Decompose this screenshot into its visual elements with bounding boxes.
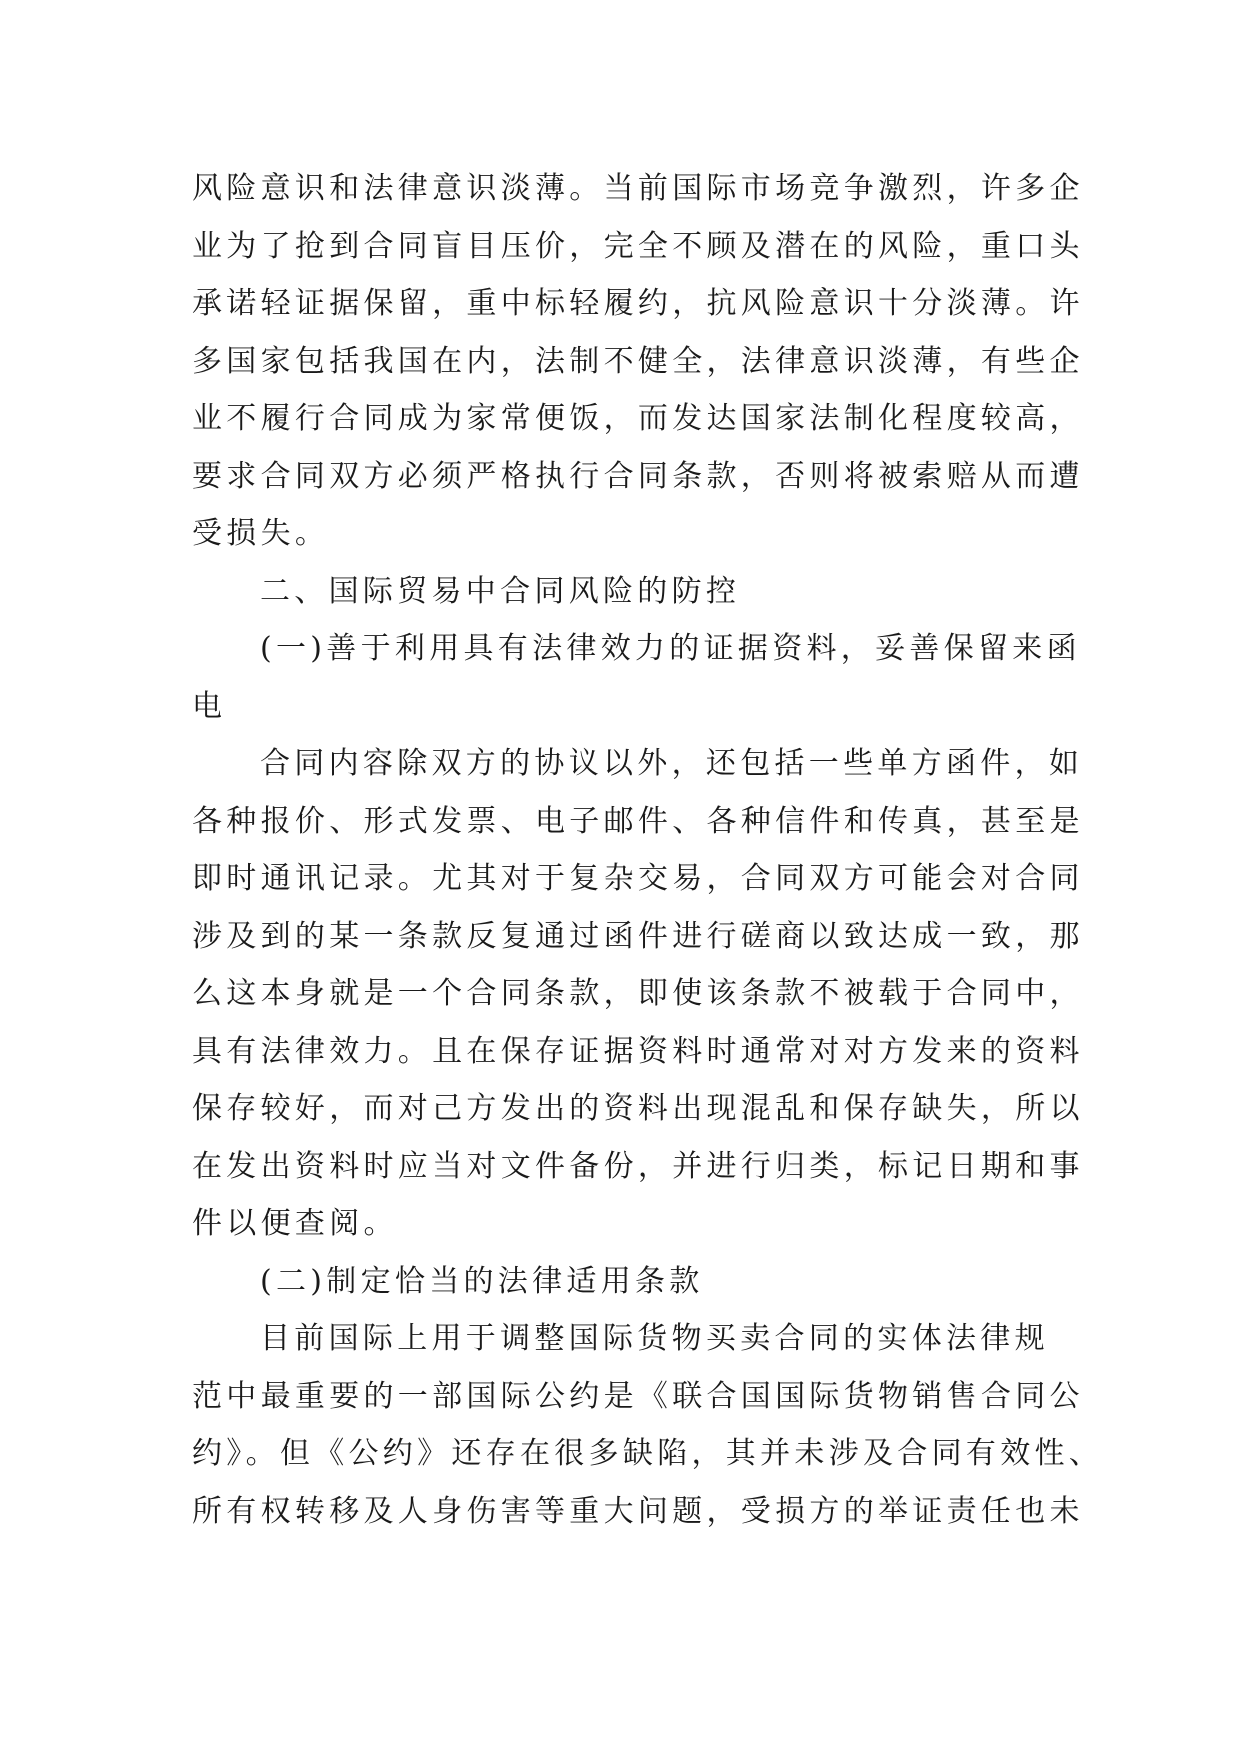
section-heading: 二、国际贸易中合同风险的防控: [260, 573, 741, 609]
text-line: 范中最重要的一部国际公约是《联合国国际货物销售合同公: [192, 1378, 1084, 1414]
text-line: 受损失。: [192, 516, 330, 551]
text-line: 在发出资料时应当对文件备份，并进行归类，标记日期和事: [192, 1148, 1084, 1184]
text-line: 承诺轻证据保留，重中标轻履约，抗风险意识十分淡薄。许: [192, 286, 1084, 321]
text-line: 所有权转移及人身伤害等重大问题，受损方的举证责任也未: [192, 1493, 1084, 1529]
text-line: 约》。但《公约》还存在很多缺陷，其并未涉及合同有效性、: [192, 1436, 1104, 1471]
text-line: 件以便查阅。: [192, 1206, 398, 1241]
text-line: 保存较好，而对己方发出的资料出现混乱和保存缺失，所以: [192, 1091, 1084, 1126]
text-line: 即时通讯记录。尤其对于复杂交易，合同双方可能会对合同: [192, 861, 1084, 896]
document-body: [192, 160, 1104, 1540]
paragraph-first-line: 目前国际上用于调整国际货物买卖合同的实体法律规: [260, 1321, 1049, 1356]
text-line: 多国家包括我国在内，法制不健全，法律意识淡薄，有些企: [192, 343, 1084, 379]
subsection-heading: (二)制定恰当的法律适用条款: [260, 1263, 704, 1299]
text-line: 业不履行合同成为家常便饭，而发达国家法制化程度较高，: [192, 401, 1084, 436]
text-line: 涉及到的某一条款反复通过函件进行磋商以致达成一致，那: [192, 918, 1084, 954]
paragraph-first-line: 合同内容除双方的协议以外，还包括一些单方函件，如: [260, 746, 1084, 781]
text-line: 具有法律效力。且在保存证据资料时通常对对方发来的资料: [192, 1033, 1084, 1069]
text-line: 么这本身就是一个合同条款，即使该条款不被载于合同中，: [192, 976, 1084, 1011]
subsection-heading-continuation: 电: [192, 688, 227, 724]
text-line: 风险意识和法律意识淡薄。当前国际市场竞争激烈，许多企: [192, 171, 1084, 206]
subsection-heading: (一)善于利用具有法律效力的证据资料，妥善保留来函: [260, 631, 1081, 666]
text-line: 各种报价、形式发票、电子邮件、各种信件和传真，甚至是: [192, 803, 1084, 839]
text-line: 要求合同双方必须严格执行合同条款，否则将被索赔从而遭: [192, 458, 1084, 494]
text-line: 业为了抢到合同盲目压价，完全不顾及潜在的风险，重口头: [192, 228, 1084, 264]
